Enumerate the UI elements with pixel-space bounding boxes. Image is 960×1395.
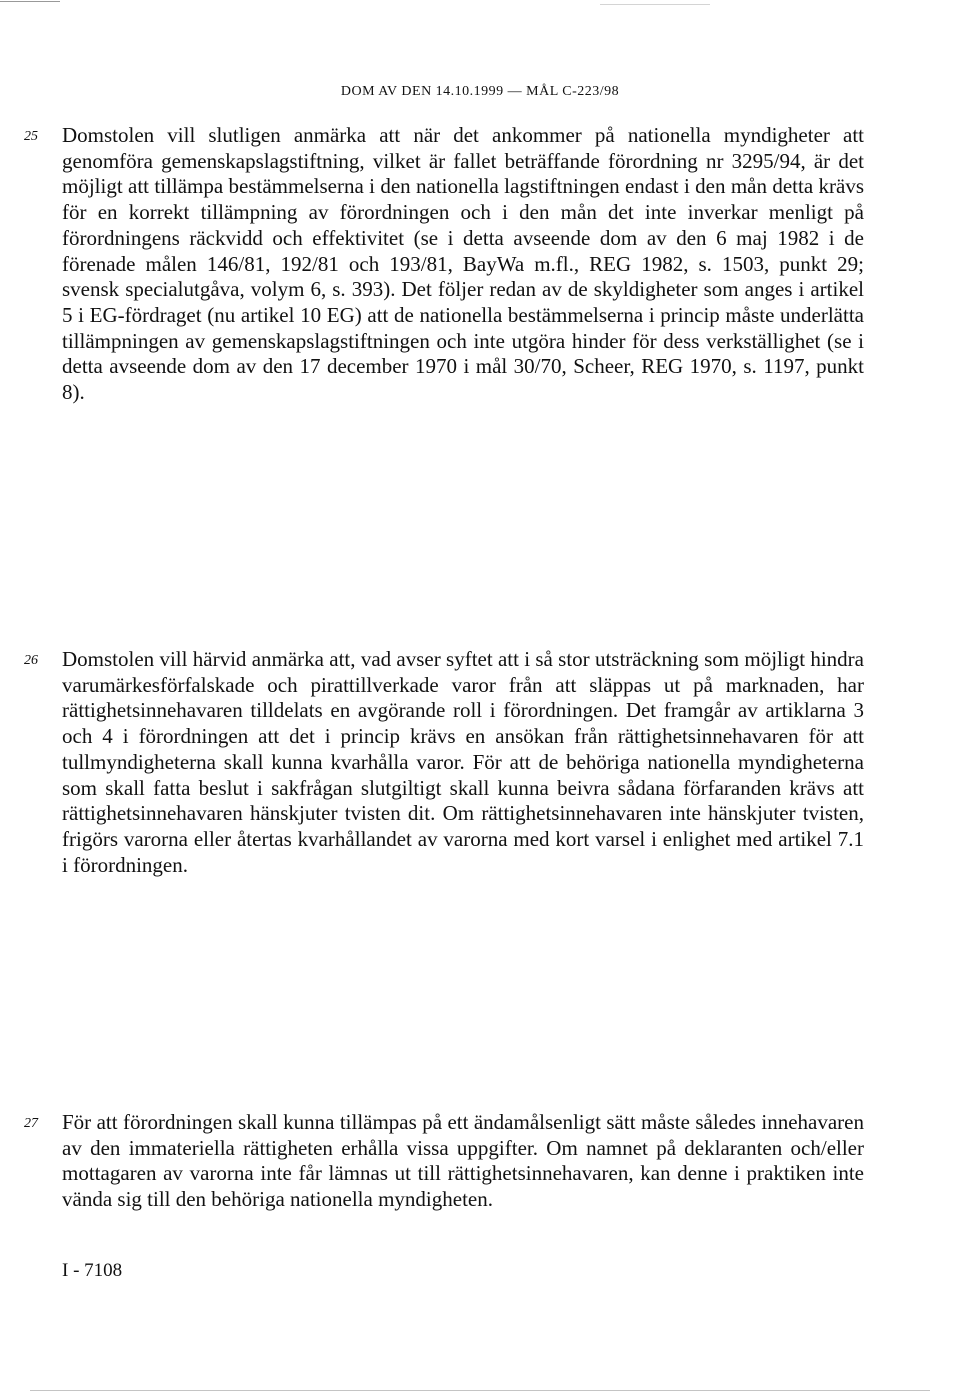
paragraph-26-text: Domstolen vill härvid anmärka att, vad avser syftet att i så stor utsträckning som möjligt hindra varumärkesförfalskade och pirattillverkade varor från att släppas ut på marknaden, har rättighetsinnehavaren tilldelats en avgörande roll i förordningen. Det framgår av artiklarna 3 och 4 i förordningen att det i princip krävs en ansökan från rättighetsinnehavaren för att tullmyndigheterna skall kunna kvarhålla varor. För att de behöriga nationella myndigheterna som skall fatta beslut i sakfrågan slutgiltigt skall kunna beivra sådana förfaranden krävs att rättighetsinnehavaren hänskjuter tvisten dit. Om rättighetsinnehavaren inte hänskjuter tvisten, frigörs varorna eller återtas kvarhållandet av varorna med kort varsel i enlighet med artikel 7.1 i förordningen. — [62, 647, 864, 877]
scan-edge-top-right — [600, 4, 710, 5]
page-number: I - 7108 — [62, 1260, 123, 1281]
running-head: DOM AV DEN 14.10.1999 — MÅL C-223/98 — [340, 84, 620, 99]
scan-edge-bottom — [30, 1390, 930, 1391]
paragraph-25-text: Domstolen vill slutligen anmärka att när det ankommer på nationella myndigheter att genomföra gemenskapslagstiftning, vilket är fallet beträffande förordning nr 3295/94, är det möjligt att tillämpa bestämmelserna i den nationella lagstiftningen endast i den mån detta krävs för en korrekt tillämpning av förordningen och i den mån det inte inverkar menligt på förordningens räckvidd och effektivitet (se i detta avseende dom av den 6 maj 1982 i de förenade målen 146/81, 192/81 och 193/81, BayWa m.fl., REG 1982, s. 1503, punkt 29; svensk specialutgåva, volym 6, s. 393). Det följer redan av de skyldigheter som anges i artikel 5 i EG-fördraget (nu artikel 10 EG) att de nationella bestämmelserna i princip måste underlätta tillämpningen av gemenskapslagstiftningen och inte utgöra hinder för dess verkställighet (se i detta avseende dom av den 17 december 1970 i mål 30/70, Scheer, REG 1970, s. 1197, punkt 8). — [62, 123, 864, 405]
paragraph-number-26: 26 — [24, 653, 38, 668]
paragraph-27-text: För att förordningen skall kunna tillämpas på ett ändamålsenligt sätt måste således innehavaren av den immateriella rättigheten erhålla vissa uppgifter. Om namnet på deklaranten och/eller mottagaren av varorna inte får lämnas ut till rättighetsinnehavaren, kan denne i praktiken inte vända sig till den behöriga nationella myndigheten. — [62, 1110, 864, 1212]
scan-edge-top-left — [0, 1, 60, 2]
paragraph-number-25: 25 — [24, 129, 38, 144]
paragraph-number-27: 27 — [24, 1116, 38, 1131]
